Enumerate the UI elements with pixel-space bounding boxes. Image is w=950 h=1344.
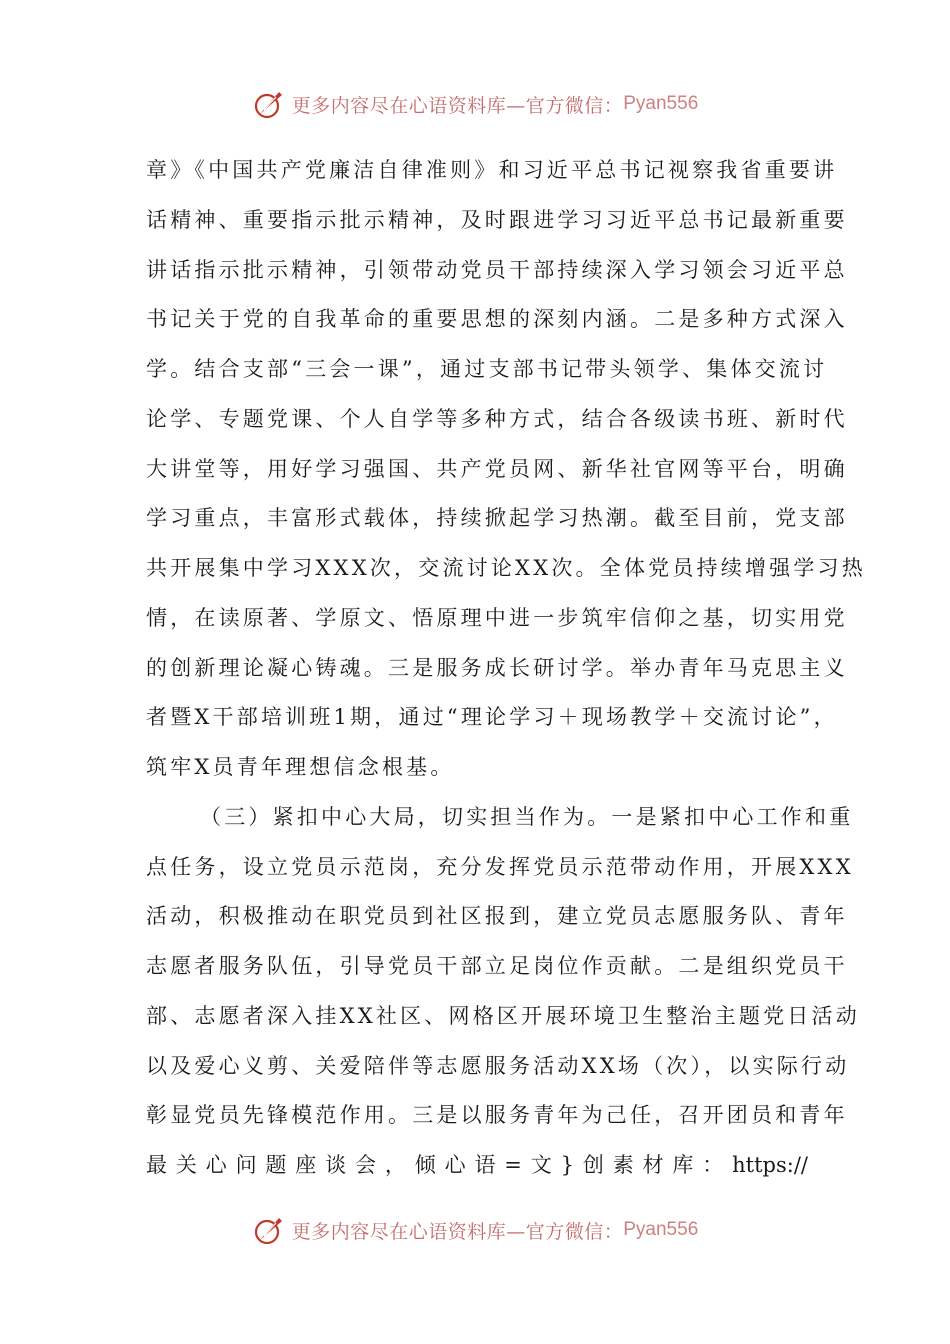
text-line: 论学、专题党课、个人自学等多种方式，结合各级读书班、新时代 bbox=[146, 406, 848, 431]
text-line: 者暨X干部培训班1期，通过“理论学习＋现场教学＋交流讨论”， bbox=[146, 705, 838, 730]
document-body bbox=[146, 146, 866, 1191]
text-line: 情，在读原著、学原文、悟原理中进一步筑牢信仰之基，切实用党 bbox=[146, 605, 848, 630]
text-line: 讲话指示批示精神，引领带动党员干部持续深入学习领会习近平总 bbox=[146, 257, 848, 282]
watermark-text: 更多内容尽在心语资料库—官方微信： bbox=[291, 94, 624, 117]
text-line: 部、志愿者深入挂XX社区、网格区开展环境卫生整治主题党日活动 bbox=[146, 1003, 860, 1028]
quill-logo-icon bbox=[252, 1213, 286, 1247]
text-line: 的创新理论凝心铸魂。三是服务成长研讨学。举办青年马克思主义 bbox=[146, 655, 848, 680]
text-line: 学。结合支部“三会一课”，通过支部书记带头领学、集体交流讨 bbox=[146, 357, 828, 381]
watermark-wechat-id: Pyan556 bbox=[623, 1219, 699, 1240]
text-line: 学习重点，丰富形式载体，持续掀起学习热潮。截至目前，党支部 bbox=[146, 506, 848, 531]
footer-watermark bbox=[0, 1210, 950, 1250]
text-line: 大讲堂等，用好学习强国、共产党员网、新华社官网等平台，明确 bbox=[146, 456, 848, 481]
header-watermark bbox=[0, 84, 950, 124]
text-line: 筑牢X员青年理想信念根基。 bbox=[146, 755, 455, 779]
text-line: 共开展集中学习XXX次，交流讨论XX次。全体党员持续增强学习热 bbox=[146, 556, 866, 580]
text-line: 点任务，设立党员示范岗，充分发挥党员示范带动作用，开展XXX bbox=[146, 854, 854, 879]
text-line: 话精神、重要指示批示精神，及时跟进学习习近平总书记最新重要 bbox=[146, 207, 848, 232]
text-line: 以及爱心义剪、关爱陪伴等志愿服务活动XX场（次），以实际行动 bbox=[146, 1053, 850, 1078]
text-line: 彰显党员先锋模范作用。三是以服务青年为己任，召开团员和青年 bbox=[146, 1103, 848, 1128]
watermark-wechat-id: Pyan556 bbox=[623, 93, 699, 114]
text-line: 章》《中国共产党廉洁自律准则》和习近平总书记视察我省重要讲 bbox=[146, 158, 838, 182]
text-line: 最关心问题座谈会，倾心语=文}创素材库：https:// bbox=[146, 1153, 808, 1177]
watermark-text: 更多内容尽在心语资料库—官方微信： bbox=[291, 1220, 624, 1243]
quill-logo-icon bbox=[252, 87, 286, 121]
text-line: 书记关于党的自我革命的重要思想的深刻内涵。二是多种方式深入 bbox=[146, 307, 848, 332]
text-line: 活动，积极推动在职党员到社区报到，建立党员志愿服务队、青年 bbox=[146, 904, 848, 929]
text-line: 志愿者服务队伍，引导党员干部立足岗位作贡献。二是组织党员干 bbox=[146, 954, 848, 978]
section-heading-line: （三）紧扣中心大局，切实担当作为。一是紧扣中心工作和重 bbox=[200, 804, 854, 829]
